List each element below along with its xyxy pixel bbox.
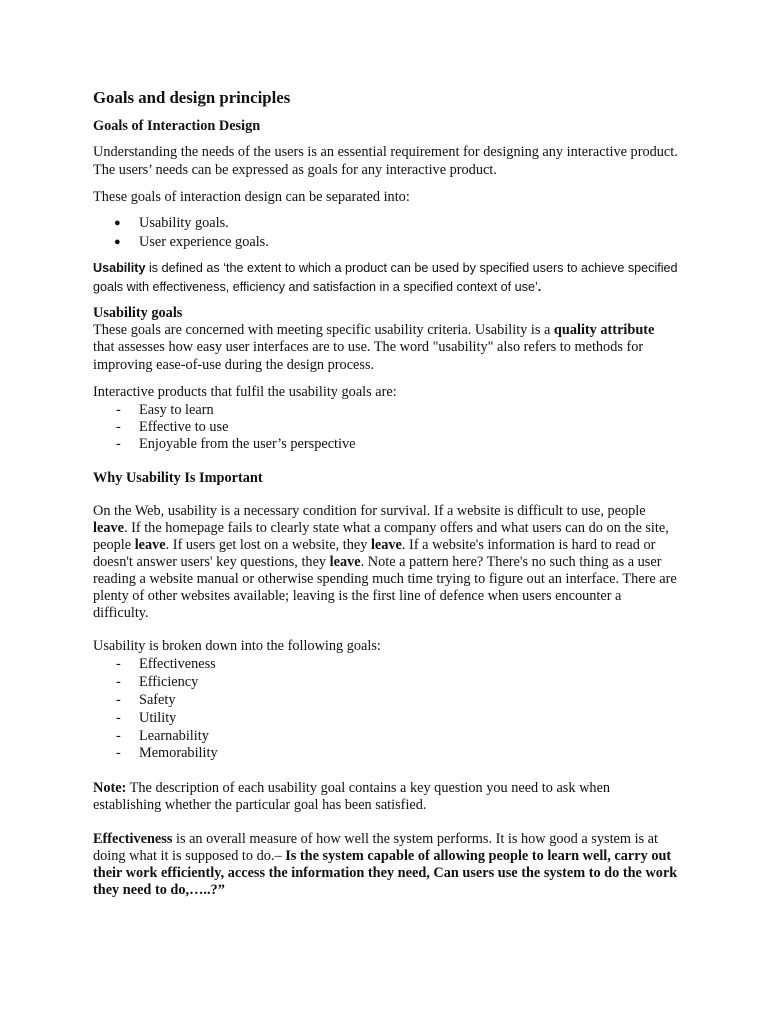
intro-paragraph: Understanding the needs of the users is an essential requirement for designing any interactive product. The users’ needs can be expressed as goals for any interactive product. — [93, 144, 678, 178]
usability-definition: Usability is defined as ‘the extent to which a product can be used by specified users to achieve specified goals with effectiveness, efficiency and satisfaction in a specified context of use’. — [93, 260, 678, 294]
list-item: - Safety — [116, 691, 176, 708]
list-item: - Utility — [116, 709, 177, 726]
goal-types-list — [93, 214, 678, 253]
note-paragraph: Note: The description of each usability goal contains a key question you need to ask when establishing whether the particular goal has been satisfied. — [93, 780, 611, 813]
fulfil-intro: Interactive products that fulfil the usability goals are: — [93, 384, 397, 400]
list-item: - Easy to learn — [116, 401, 214, 418]
list-item: ● Usability goals. — [93, 214, 678, 234]
usability-goals-list — [93, 656, 678, 763]
section-heading-goals: Goals of Interaction Design — [93, 118, 261, 134]
list-item: - Enjoyable from the user’s perspective — [116, 435, 356, 452]
bullet-icon: ● — [114, 216, 121, 229]
list-item: ● User experience goals. — [93, 233, 678, 253]
list-item: - Learnability — [116, 727, 209, 744]
usability-goals-paragraph: These goals are concerned with meeting specific usability criteria. Usability is a quality attribute that assesses how easy user interfaces are to use. The word "usability" also refers to methods for improving ease-of-use during the design process. — [93, 321, 655, 373]
document-page — [93, 88, 678, 899]
goals-separated-paragraph: These goals of interaction design can be separated into: — [93, 189, 410, 205]
list-item: - Memorability — [116, 745, 218, 762]
bullet-icon: ● — [114, 236, 121, 248]
fulfil-list — [93, 402, 678, 454]
broken-down-intro: Usability is broken down into the following goals: — [93, 638, 381, 655]
document-title: Goals and design principles — [93, 88, 291, 107]
list-item: - Efficiency — [116, 673, 199, 690]
usability-goals-heading: Usability goals — [93, 304, 183, 321]
effectiveness-paragraph: Effectiveness is an overall measure of how well the system performs. It is how good a system is at doing what it is supposed to do.– Is the system capable of allowing people to learn well, carry out their work efficiently, access the information they need, Can users use the system to do the work they need to do,…..?” — [93, 831, 678, 899]
list-item: - Effectiveness — [116, 655, 216, 672]
why-usability-paragraph: On the Web, usability is a necessary condition for survival. If a website is difficult to use, people leave. If the homepage fails to clearly state what a company offers and what users can do on the site, people leave. If users get lost on a website, they leave. If a website's information is hard to read or doesn't answer users' key questions, they leave. Note a pattern here? There's no such thing as a user reading a website manual or otherwise spending much time trying to figure out an interface. There are plenty of other websites available; leaving is the first line of defence when users encounter a difficulty. — [93, 503, 677, 621]
list-item: - Effective to use — [116, 418, 229, 435]
why-usability-heading: Why Usability Is Important — [93, 470, 263, 487]
